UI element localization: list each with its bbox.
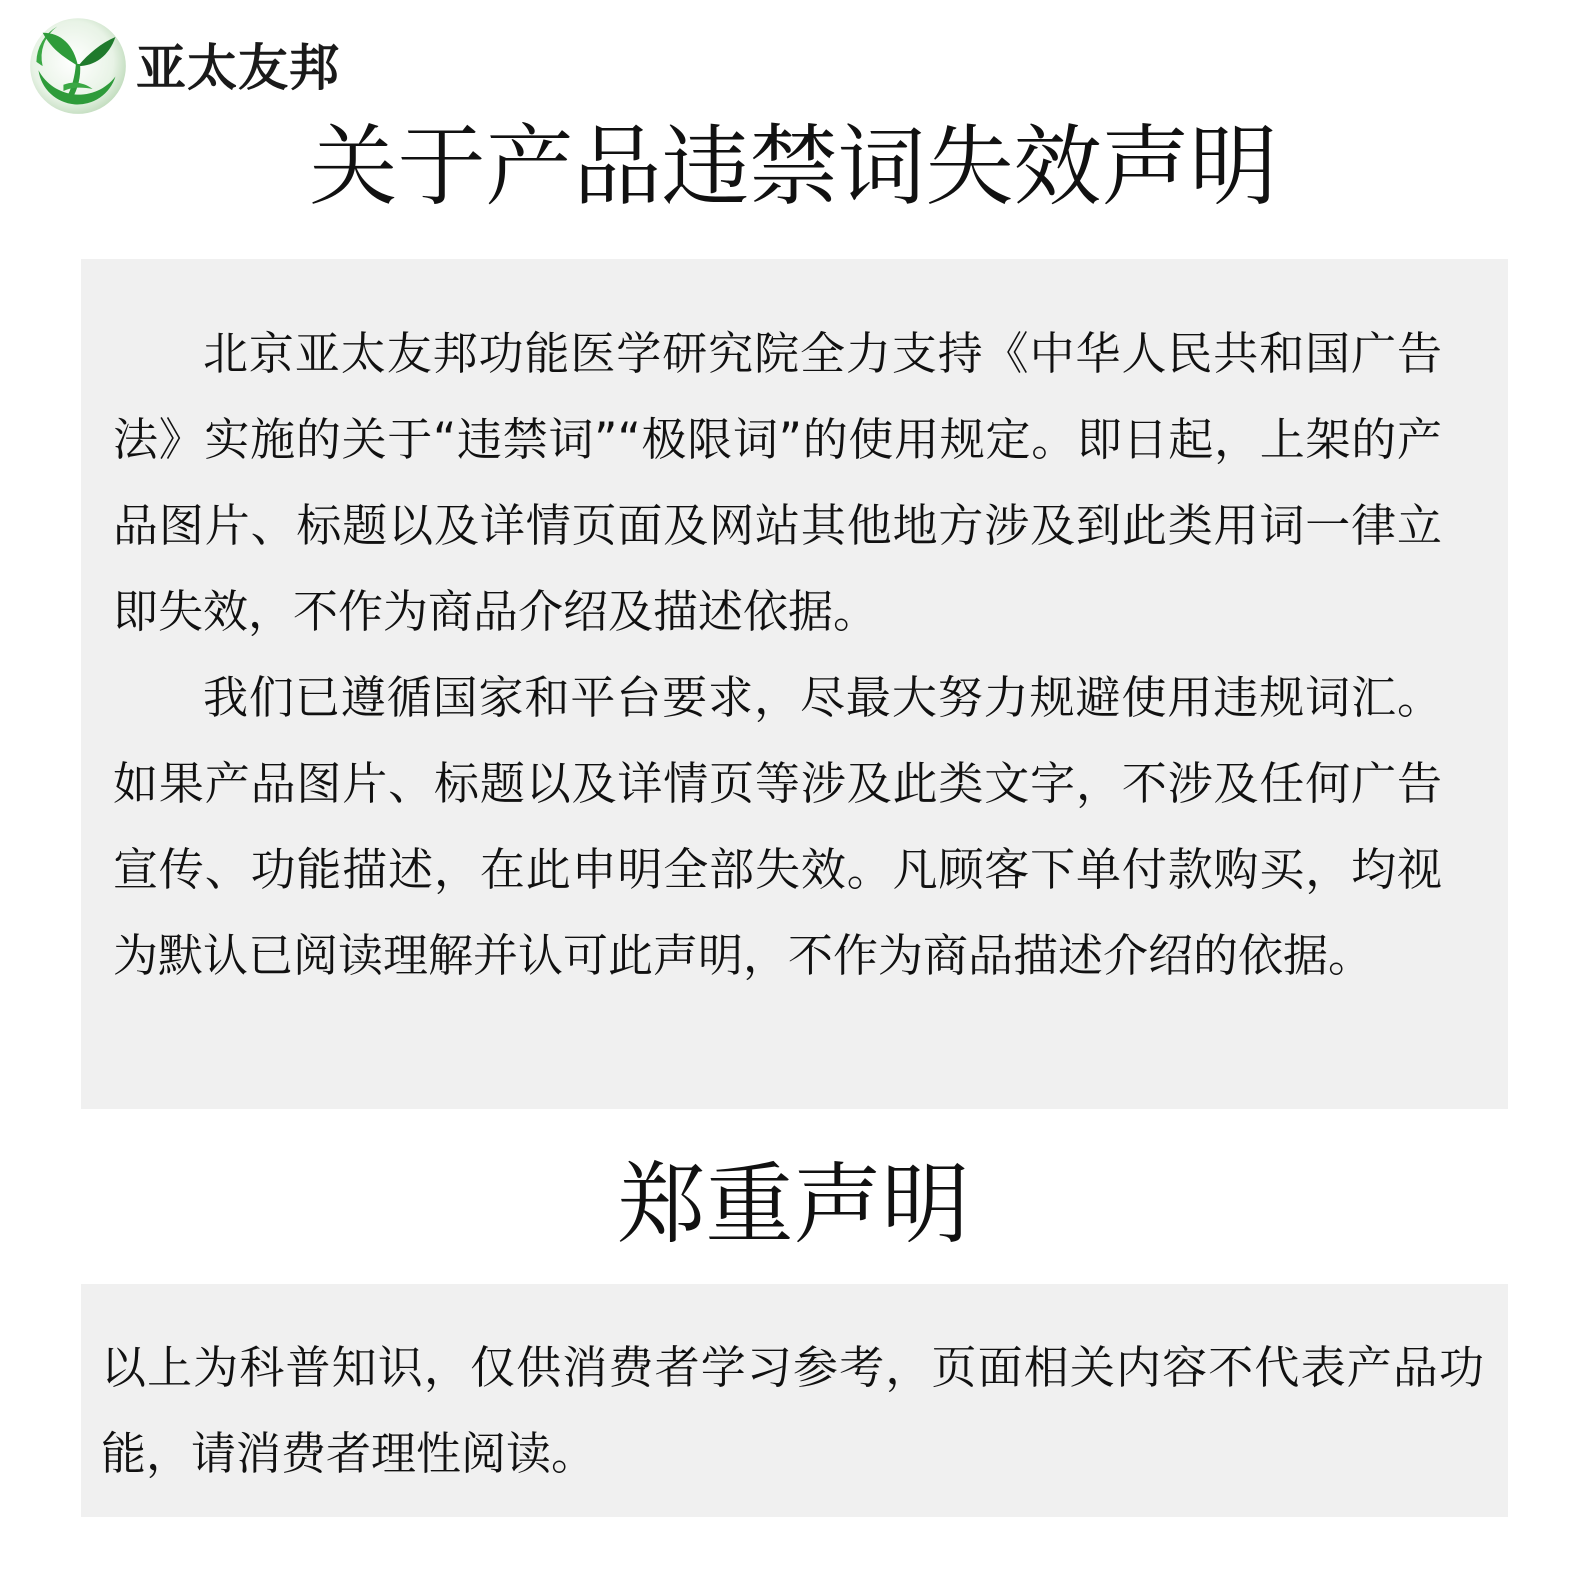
- disclaimer-panel: [81, 1284, 1508, 1517]
- disclaimer-title: 郑重声明: [617, 1153, 970, 1256]
- notice-paragraph-1: 北京亚太友邦功能医学研究院全力支持《中华人民共和国广告法》实施的关于“违禁词”“极限词”的使用规定。即日起，上架的产品图片、标题以及详情页面及网站其他地方涉及到此类用词一律立即失效，不作为商品介绍及描述依据。: [113, 327, 1442, 638]
- notice-paragraph-2: 我们已遵循国家和平台要求，尽最大努力规避使用违规词汇。如果产品图片、标题以及详情页等涉及此类文字，不涉及任何广告宣传、功能描述，在此申明全部失效。凡顾客下单付款购买，均视为默认已阅读理解并认可此声明，不作为商品描述介绍的依据。: [113, 671, 1442, 982]
- notice-title: 关于产品违禁词失效声明: [309, 115, 1278, 218]
- brand-header: [26, 12, 340, 116]
- notice-panel: [81, 259, 1508, 1109]
- brand-name: 亚太友邦: [136, 39, 340, 97]
- sprout-leaf-logo-icon: [26, 12, 130, 116]
- disclaimer-text: 以上为科普知识，仅供消费者学习参考，页面相关内容不代表产品功能，请消费者理性阅读。: [101, 1341, 1484, 1480]
